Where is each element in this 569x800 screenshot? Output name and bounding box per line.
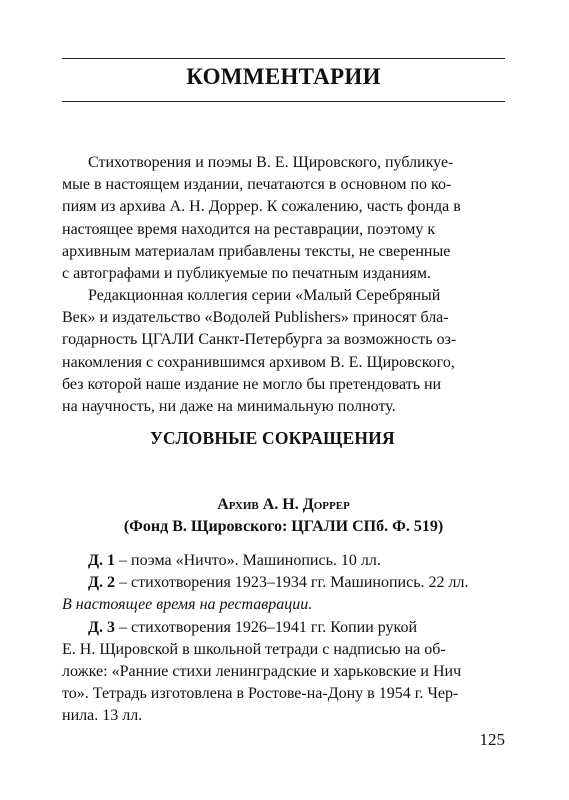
entry-label: Д. 3 — [88, 618, 116, 636]
paragraph-intro — [62, 152, 505, 285]
abbreviation-entries — [62, 550, 505, 728]
entry-d3-line: ложке: «Ранние стихи ленинградские и харьковские и Нич — [62, 663, 462, 681]
entry-label: Д. 2 — [88, 574, 116, 592]
text-line: накомления с сохранившимся архивом В. Е. Щировского, — [62, 353, 455, 371]
archive-fond: (Фонд В. Щировского: ЦГАЛИ СПб. Ф. 519) — [123, 518, 444, 535]
text-line: Стихотворения и поэмы В. Е. Щировского, публикуе- — [88, 154, 454, 171]
page-title: КОММЕНТАРИИ — [186, 64, 381, 89]
entry-note: В настоящее время на реставрации. — [62, 596, 313, 614]
paragraph-acknowledgement — [62, 285, 505, 418]
text-line: мые в настоящем издании, печатаются в основном по ко- — [62, 176, 452, 194]
text-line: без которой наше издание не могло бы претендовать ни — [62, 375, 442, 393]
section-title-abbreviations: УСЛОВНЫЕ СОКРАЩЕНИЯ — [150, 428, 395, 448]
page-number: 125 — [479, 730, 505, 749]
entry-label: Д. 1 — [88, 552, 116, 569]
entry-d3-line: то». Тетрадь изготовлена в Ростове-на-Дону в 1954 г. Чер- — [62, 685, 459, 703]
archive-title: Архив А. Н. Доррер — [217, 496, 350, 513]
entry-d2-note — [62, 594, 505, 616]
text-line: настоящее время находится на реставрации, поэтому к — [62, 220, 436, 238]
entry-d3-line: нила. 13 лл. — [62, 707, 143, 725]
text-line: на научность, ни даже на минимальную полноту. — [62, 398, 396, 416]
text-line: архивным материалам прибавлены тексты, не сверенные — [62, 242, 451, 260]
text-line: годарность ЦГАЛИ Санкт-Петербурга за возможность оз- — [62, 331, 457, 349]
text-line: Век» и издательство «Водолей Publishers» приносят бла- — [62, 309, 449, 327]
top-rule — [62, 58, 505, 59]
entry-text: – поэма «Ничто». Машинопись. 10 лл. — [115, 552, 381, 569]
entry-text: – стихотворения 1926–1941 гг. Копии рукой — [115, 618, 418, 636]
text-line: с автографами и публикуемые по печатным изданиям. — [62, 265, 432, 283]
title-bottom-rule — [62, 101, 505, 102]
entry-d1 — [62, 550, 505, 572]
text-line: Редакционная коллегия серии «Малый Серебряный — [88, 287, 441, 304]
entry-d3-line: Е. Н. Щировской в школьной тетради с надписью на об- — [62, 640, 446, 658]
entry-text: – стихотворения 1923–1934 гг. Машинопись. 22 лл. — [115, 574, 469, 592]
archive-heading — [62, 494, 505, 538]
text-line: пиям из архива А. Н. Доррер. К сожалению, часть фонда в — [62, 198, 461, 216]
entry-d3 — [62, 617, 505, 639]
entry-d2 — [62, 572, 505, 594]
